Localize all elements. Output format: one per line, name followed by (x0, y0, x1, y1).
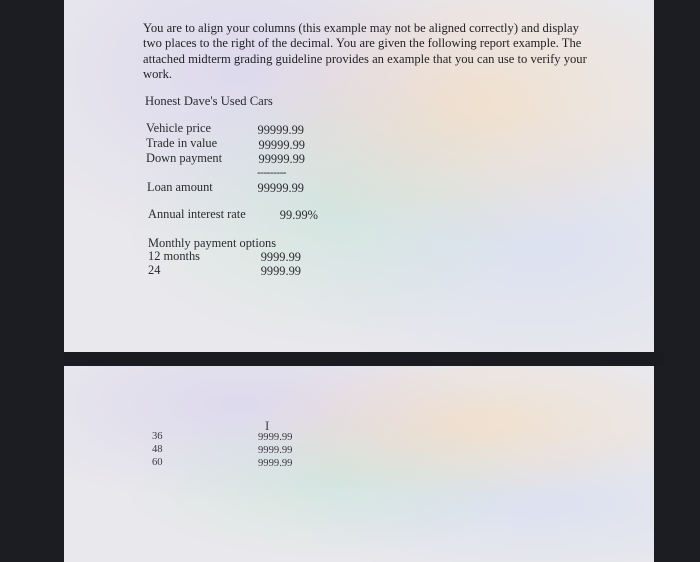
payment-value-24: 9999.99 (260, 264, 301, 278)
row-value-vehicle-price: 99999.99 (257, 123, 304, 137)
payment-term-36: 36 (152, 431, 163, 442)
payment-term-48: 48 (152, 444, 163, 455)
payment-value-12: 9999.99 (260, 250, 301, 264)
payment-value-60: 9999.99 (258, 458, 293, 469)
row-label-down-payment: Down payment (146, 151, 223, 165)
row-label-trade-in: Trade in value (146, 136, 218, 150)
row-label-vehicle-price: Vehicle price (146, 121, 212, 135)
text-cursor-icon: I (265, 418, 270, 433)
payment-value-36: 9999.99 (258, 432, 293, 443)
loan-amount-label: Loan amount (147, 180, 213, 194)
loan-amount-value: 99999.99 (257, 181, 304, 195)
payment-term-60: 60 (152, 457, 163, 468)
row-value-trade-in: 99999.99 (258, 138, 305, 152)
payment-options-heading: Monthly payment options (148, 236, 277, 250)
sum-divider: --------- (257, 167, 287, 179)
instructions-paragraph: You are to align your columns (this example may not be aligned correctly) and display two places to the right of the decimal. You are given the following report example. The attached midterm grading guideline provides an example that you can use to verify your work. (143, 21, 587, 82)
page-separator (64, 352, 664, 366)
interest-rate-value: 99.99% (279, 208, 318, 222)
payment-term-12: 12 months (148, 249, 200, 263)
row-value-down-payment: 99999.99 (258, 152, 305, 166)
interest-rate-label: Annual interest rate (148, 207, 246, 221)
payment-term-24: 24 (148, 263, 161, 277)
report-title: Honest Dave's Used Cars (145, 94, 273, 108)
payment-value-48: 9999.99 (258, 445, 293, 456)
